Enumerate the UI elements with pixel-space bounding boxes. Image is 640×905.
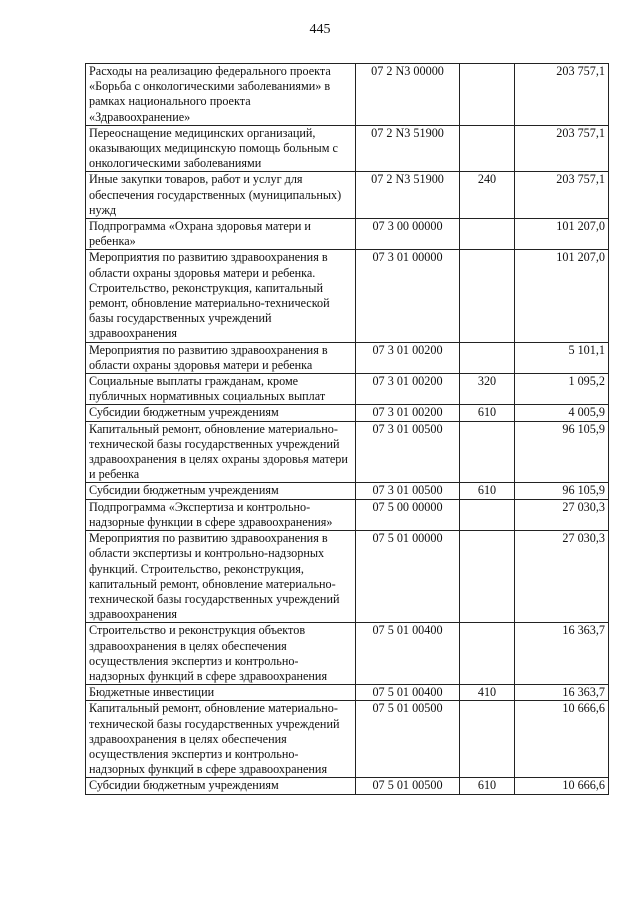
target-code-cell: 07 5 01 00400 [356, 685, 460, 701]
table-row [86, 778, 609, 794]
amount-cell: 27 030,3 [515, 531, 609, 623]
target-code-cell: 07 3 01 00200 [356, 374, 460, 405]
target-code-cell: 07 3 01 00200 [356, 342, 460, 373]
expense-type-cell: 410 [460, 685, 515, 701]
target-code-cell: 07 5 01 00400 [356, 623, 460, 685]
table-row [86, 499, 609, 530]
expense-name-cell: Иные закупки товаров, работ и услуг для обеспечения государственных (муниципальных) нужд [86, 172, 356, 219]
amount-cell: 101 207,0 [515, 219, 609, 250]
amount-cell: 27 030,3 [515, 499, 609, 530]
expense-name-cell: Социальные выплаты гражданам, кроме публичных нормативных социальных выплат [86, 374, 356, 405]
table-row [86, 342, 609, 373]
target-code-cell: 07 3 01 00500 [356, 483, 460, 499]
expense-type-cell [460, 421, 515, 483]
expense-name-cell: Капитальный ремонт, обновление материально-технической базы государственных учреждений здравоохранения в целях обеспечения осуществления экспертиз и контрольно-надзорных функций в сфере здравоохранения [86, 701, 356, 778]
target-code-cell: 07 2 N3 51900 [356, 172, 460, 219]
expense-type-cell: 610 [460, 778, 515, 794]
table-row [86, 685, 609, 701]
expense-type-cell [460, 64, 515, 126]
expense-type-cell: 610 [460, 483, 515, 499]
target-code-cell: 07 5 00 00000 [356, 499, 460, 530]
amount-cell: 10 666,6 [515, 778, 609, 794]
expense-name-cell: Субсидии бюджетным учреждениям [86, 483, 356, 499]
amount-cell: 203 757,1 [515, 125, 609, 172]
table-row [86, 701, 609, 778]
table-row [86, 250, 609, 342]
expense-type-cell [460, 125, 515, 172]
amount-cell: 101 207,0 [515, 250, 609, 342]
expense-name-cell: Субсидии бюджетным учреждениям [86, 778, 356, 794]
page-number: 445 [309, 22, 331, 37]
expense-name-cell: Подпрограмма «Охрана здоровья матери и ребенка» [86, 219, 356, 250]
expense-name-cell: Расходы на реализацию федерального проекта «Борьба с онкологическими заболеваниями» в рамках национального проекта «Здравоохранение» [86, 64, 356, 126]
target-code-cell: 07 3 00 00000 [356, 219, 460, 250]
amount-cell: 16 363,7 [515, 685, 609, 701]
amount-cell: 16 363,7 [515, 623, 609, 685]
table-row [86, 623, 609, 685]
target-code-cell: 07 3 01 00500 [356, 421, 460, 483]
expense-type-cell [460, 342, 515, 373]
amount-cell: 96 105,9 [515, 421, 609, 483]
budget-table [85, 63, 609, 795]
expense-type-cell: 610 [460, 405, 515, 421]
amount-cell: 10 666,6 [515, 701, 609, 778]
amount-cell: 203 757,1 [515, 64, 609, 126]
target-code-cell: 07 3 01 00000 [356, 250, 460, 342]
expense-type-cell: 240 [460, 172, 515, 219]
budget-table-body [86, 64, 609, 795]
expense-name-cell: Субсидии бюджетным учреждениям [86, 405, 356, 421]
amount-cell: 1 095,2 [515, 374, 609, 405]
expense-name-cell: Капитальный ремонт, обновление материально-технической базы государственных учреждений здравоохранения в целях охраны здоровья матери и ребенка [86, 421, 356, 483]
table-row [86, 531, 609, 623]
table-row [86, 405, 609, 421]
target-code-cell: 07 2 N3 51900 [356, 125, 460, 172]
expense-name-cell: Строительство и реконструкция объектов здравоохранения в целях обеспечения осуществления экспертиз и контрольно-надзорных функций в сфере здравоохранения [86, 623, 356, 685]
table-row [86, 421, 609, 483]
table-row [86, 374, 609, 405]
table-row [86, 125, 609, 172]
table-row [86, 172, 609, 219]
table-row [86, 64, 609, 126]
amount-cell: 203 757,1 [515, 172, 609, 219]
expense-type-cell [460, 701, 515, 778]
target-code-cell: 07 3 01 00200 [356, 405, 460, 421]
target-code-cell: 07 5 01 00000 [356, 531, 460, 623]
expense-name-cell: Переоснащение медицинских организаций, оказывающих медицинскую помощь больным с онкологическими заболеваниями [86, 125, 356, 172]
target-code-cell: 07 5 01 00500 [356, 778, 460, 794]
target-code-cell: 07 2 N3 00000 [356, 64, 460, 126]
expense-name-cell: Мероприятия по развитию здравоохранения в области охраны здоровья матери и ребенка. Строительство, реконструкция, капитальный ремонт, обновление материально-технической базы государственных учреждений здравоохранения [86, 250, 356, 342]
expense-type-cell: 320 [460, 374, 515, 405]
table-row [86, 219, 609, 250]
expense-name-cell: Подпрограмма «Экспертиза и контрольно-надзорные функции в сфере здравоохранения» [86, 499, 356, 530]
expense-type-cell [460, 531, 515, 623]
expense-name-cell: Мероприятия по развитию здравоохранения в области охраны здоровья матери и ребенка [86, 342, 356, 373]
target-code-cell: 07 5 01 00500 [356, 701, 460, 778]
expense-type-cell [460, 250, 515, 342]
expense-type-cell [460, 623, 515, 685]
expense-type-cell [460, 219, 515, 250]
amount-cell: 96 105,9 [515, 483, 609, 499]
table-row [86, 483, 609, 499]
expense-type-cell [460, 499, 515, 530]
expense-name-cell: Мероприятия по развитию здравоохранения в области экспертизы и контрольно-надзорных функций. Строительство, реконструкция, капитальный ремонт, обновление материально-технической базы государственных учреждений здравоохранения [86, 531, 356, 623]
expense-name-cell: Бюджетные инвестиции [86, 685, 356, 701]
amount-cell: 5 101,1 [515, 342, 609, 373]
amount-cell: 4 005,9 [515, 405, 609, 421]
